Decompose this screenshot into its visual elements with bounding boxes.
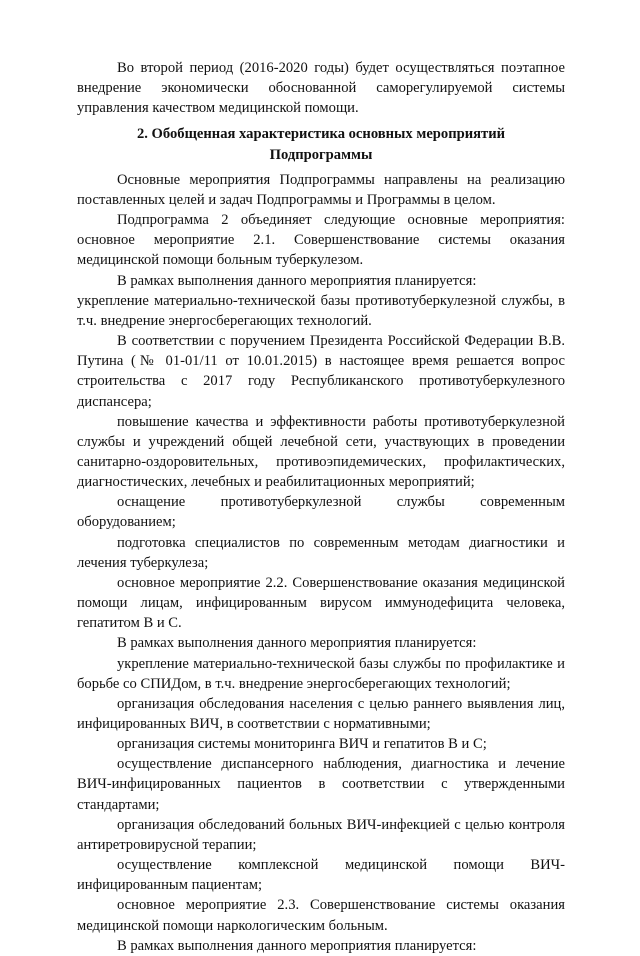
paragraph: В рамках выполнения данного мероприятия планируется: <box>117 937 477 954</box>
paragraph-intro: Во второй период (2016-2020 годы) будет осуществляться поэтапное внедрение экономически обоснованной саморегулируемой системы управления качеством медицинской помощи. <box>77 60 565 117</box>
paragraph: основное мероприятие 2.3. Совершенствование системы оказания медицинской помощи наркологическим больным. <box>77 897 565 934</box>
paragraph: повышение качества и эффективности работы противотуберкулезной службы и учреждений общей лечебной сети, участвующих в проведении санитарно-оздоровительных, противоэпидемических, профилактических, диагностических, лечебных и реабилитационных мероприятий; <box>77 413 565 491</box>
paragraph: В рамках выполнения данного мероприятия планируется: <box>117 635 477 652</box>
section-heading <box>77 124 565 164</box>
paragraph: Подпрограмма 2 объединяет следующие основные мероприятия: основное мероприятие 2.1. Совершенствование системы оказания медицинской помощи больным туберкулезом. <box>77 212 565 269</box>
paragraph: осуществление комплексной медицинской помощи ВИЧ-инфицированным пациентам; <box>77 857 565 894</box>
paragraph: организация обследования населения с целью раннего выявления лиц, инфицированных ВИЧ, в соответствии с нормативными; <box>77 695 565 732</box>
paragraph: основное мероприятие 2.2. Совершенствование оказания медицинской помощи лицам, инфицированным вирусом иммунодефицита человека, гепатитом В и С. <box>77 574 565 632</box>
paragraph: оснащение противотуберкулезной службы современным оборудованием; <box>77 494 565 531</box>
section-heading-line-1: 2. Обобщенная характеристика основных мероприятий <box>136 126 506 143</box>
paragraph: Основные мероприятия Подпрограммы направлены на реализацию поставленных целей и задач Подпрограммы и Программы в целом. <box>77 171 565 208</box>
section-heading-line-2: Подпрограммы <box>269 146 373 163</box>
paragraph: В соответствии с поручением Президента Российской Федерации В.В. Путина (№ 01-01/11 от 10.01.2015) в настоящее время решается вопрос строительства с 2017 году Республиканского противотуберкулезного диспансера; <box>77 333 565 410</box>
paragraph: организация системы мониторинга ВИЧ и гепатитов В и С; <box>117 736 487 753</box>
paragraph: укрепление материально-технической базы противотуберкулезной службы, в т.ч. внедрение энергосберегающих технологий. <box>77 292 565 329</box>
document-page <box>77 58 565 956</box>
paragraph: укрепление материально-технической базы службы по профилактике и борьбе со СПИДом, в т.ч. внедрение энергосберегающих технологий; <box>77 655 565 692</box>
paragraph: подготовка специалистов по современным методам диагностики и лечения туберкулеза; <box>77 534 565 571</box>
paragraph: организация обследований больных ВИЧ-инфекцией с целью контроля антиретровирусной терапии; <box>77 816 565 853</box>
paragraph: осуществление диспансерного наблюдения, диагностика и лечение ВИЧ-инфицированных пациентов в соответствии с утвержденными стандартами; <box>77 756 565 813</box>
paragraph: В рамках выполнения данного мероприятия планируется: <box>117 272 477 289</box>
